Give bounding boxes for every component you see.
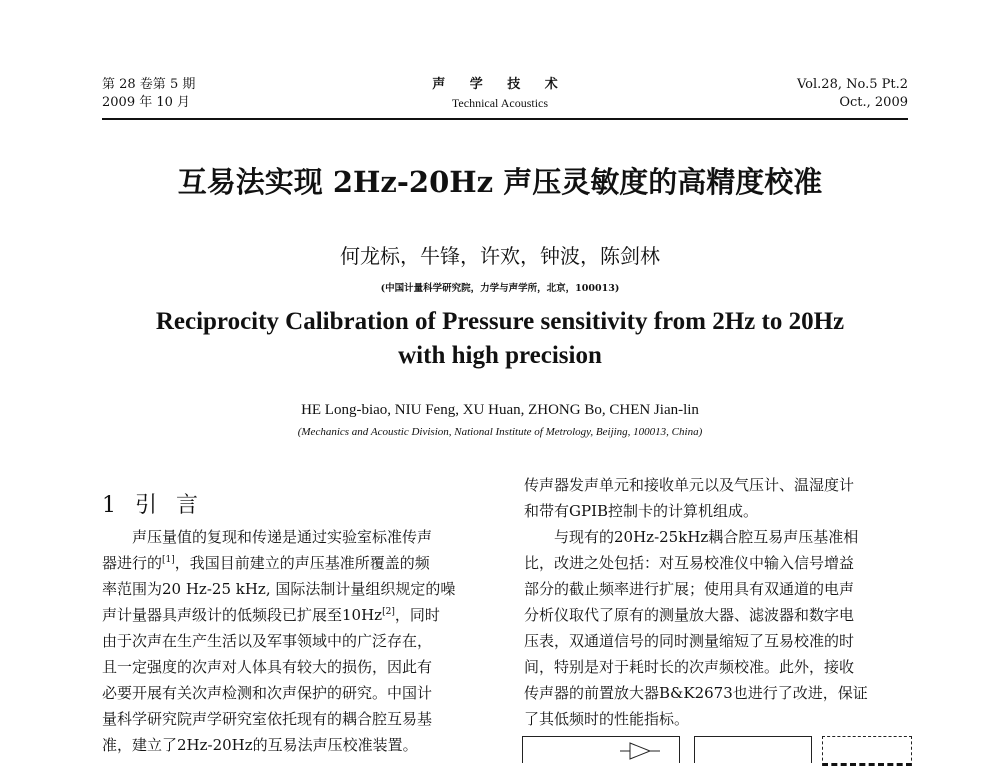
paragraph-line: 分析仪取代了原有的测量放大器、滤波器和数字电 [524,606,855,624]
paragraph-line: 准，建立了2Hz-20Hz的互易法声压校准装置。 [102,736,418,754]
paper-title-en-line2: with high precision [398,342,602,369]
paragraph-line: 率范围为20 Hz-25 kHz, 国际法制计量组织规定的噪 [102,580,456,598]
paragraph-line: 比，改进之处包括：对互易校准仪中输入信号增益 [524,554,855,572]
text-run: 声计量器具声级计的低频段已扩展至10Hz [102,606,383,624]
paper-title-en [0,305,1000,373]
reference-marker: [2] [382,607,395,617]
paragraph-line: 传声器的前置放大器B&K2673也进行了改进，保证 [524,684,868,702]
body-column-left [102,524,494,758]
paragraph-line: 部分的截止频率进行扩展；使用具有双通道的电声 [524,580,855,598]
section-heading-introduction: 1 引 言 [102,493,204,518]
paragraph-line: 且一定强度的次声对人体具有较大的损伤，因此有 [102,658,433,676]
paper-title-en-line1: Reciprocity Calibration of Pressure sensitivity from 2Hz to 20Hz [155,308,845,335]
journal-name-cn: 声 学 技 术 [432,77,568,92]
authors-cn: 何龙标，牛锋，许欢，钟波，陈剑林 [340,244,660,268]
publication-date-en: Oct., 2009 [839,95,908,110]
body-column-right [524,472,914,732]
paragraph-line: 了其低频时的性能指标。 [524,710,690,728]
paragraph-line: 压表，双通道信号的同时测量缩短了互易校准的时 [524,632,855,650]
text-run: 器进行的 [102,554,163,572]
journal-volume-info-en [797,76,908,112]
volume-issue: 第 28 卷第 5 期 [102,77,196,92]
paragraph-line: 和带有GPIB控制卡的计算机组成。 [524,502,759,520]
paragraph-line: 间，特别是对于耗时长的次声频校准。此外，接收 [524,658,855,676]
volume-issue-en: Vol.28, No.5 Pt.2 [796,77,908,92]
affiliation-cn: (中国计量科学研究院，力学与声学所，北京，100013) [380,283,620,294]
amplifier-symbol-icon [620,742,660,760]
figure-block-diagram-box [822,736,912,766]
journal-name-en: Technical Acoustics [451,96,549,110]
paragraph-line [102,550,494,576]
text-run: ，我国目前建立的声压基准所覆盖的频 [174,554,430,572]
paragraph-line: 声压量值的复现和传递是通过实验室标准传声 [132,528,433,546]
text-run: ，同时 [394,606,440,624]
paragraph-line: 由于次声在生产生活以及军事领域中的广泛存在， [102,632,433,650]
paragraph-line: 量科学研究院声学研究室依托现有的耦合腔互易基 [102,710,433,728]
publication-date-cn: 2009 年 10 月 [102,95,191,110]
paragraph-line: 与现有的20Hz-25kHz耦合腔互易声压基准相 [554,528,859,546]
paper-title-cn: 互易法实现 2Hz-20Hz 声压灵敏度的高精度校准 [177,165,823,199]
authors-en: HE Long-biao, NIU Feng, XU Huan, ZHONG Bo, CHEN Jian-lin [301,402,699,418]
paragraph-line [102,602,494,628]
header-rule [102,118,908,120]
paragraph-line: 传声器发声单元和接收单元以及气压计、温湿度计 [524,476,855,494]
reference-marker: [1] [162,555,175,565]
paragraph-line: 必要开展有关次声检测和次声保护的研究。中国计 [102,684,433,702]
figure-block-diagram-box [694,736,812,763]
affiliation-en: (Mechanics and Acoustic Division, National Institute of Metrology, Beijing, 100013, China) [297,426,703,438]
